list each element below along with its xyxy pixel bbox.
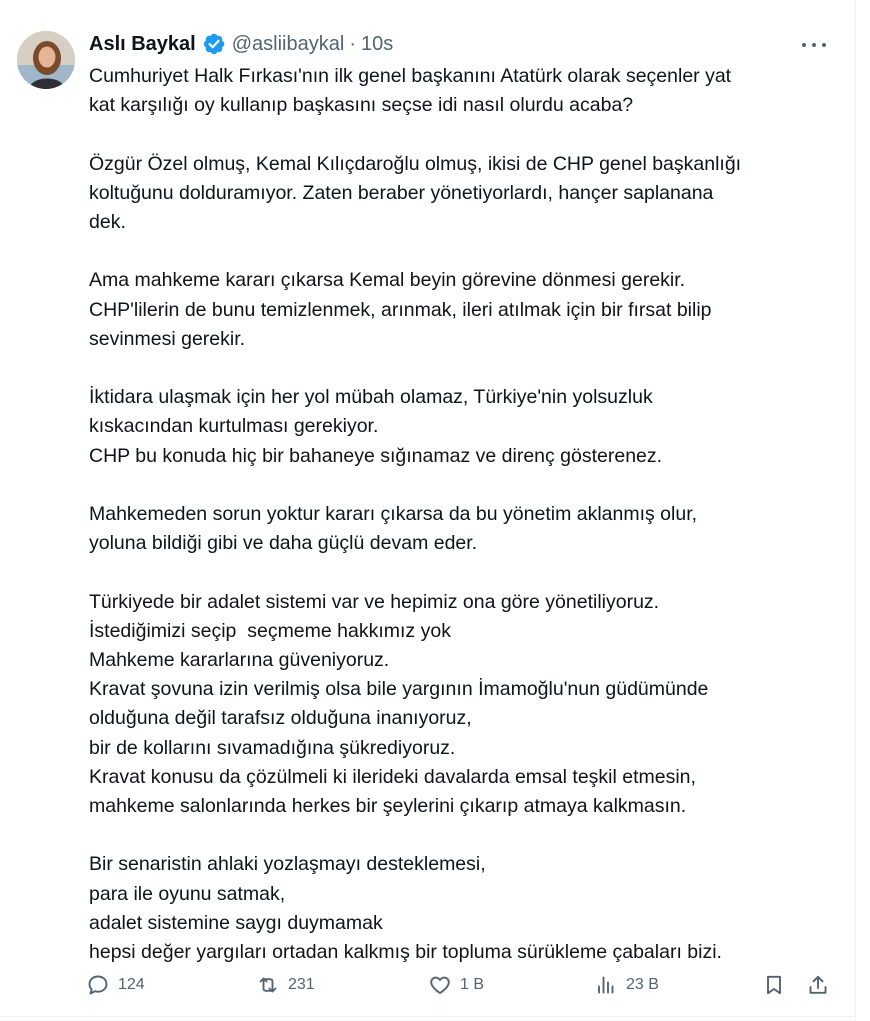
tweet-line: dek. [89,211,126,233]
reply-icon [86,973,110,997]
tweet-line: CHP bu konuda hiç bir bahaneye sığınamaz ve direnç gösterenez. [89,444,663,467]
avatar[interactable] [17,31,75,89]
tweet-line: İktidara ulaşmak için her yol mübah olamaz, Türkiye'nin yolsuzluk [89,386,653,409]
bookmark-button[interactable] [762,970,786,1000]
tweet-line: yoluna bildiği gibi ve daha güçlü devam eder. [89,532,478,555]
tweet-actions [86,970,834,1000]
tweet-line: kıskacından kurtulması gerekiyor. [89,415,379,438]
reply-button[interactable] [86,970,145,1000]
views-button[interactable] [594,970,659,1000]
tweet-line: adalet sistemine saygı duymamak [89,911,383,934]
share-button[interactable] [806,970,830,1000]
reply-count: 124 [118,976,145,993]
like-button[interactable] [428,970,484,1000]
paragraph-gap [89,821,829,850]
repost-button[interactable] [256,970,315,1000]
tweet-line: para ile oyunu satmak, [89,882,286,905]
tweet-line: İstediğimizi seçip seçmeme hakkımız yok [89,619,451,642]
repost-count: 231 [288,976,315,993]
paragraph-gap [89,471,829,500]
tweet-line: hepsi değer yargıları ortadan kalkmış bir topluma sürükleme çabaları bizi. [89,941,722,963]
tweet-line: Cumhuriyet Halk Fırkası'nın ilk genel başkanını Atatürk olarak seçenler yat [89,65,732,87]
tweet-line: kat karşılığı oy kullanıp başkasını seçse idi nasıl olurdu acaba? [89,94,634,117]
tweet-line: olduğuna değil tarafsız olduğuna inanıyoruz, [89,707,472,730]
tweet-line: bir de kollarını sıvamadığına şükrediyoruz. [89,736,456,759]
tweet-line: Bir senaristin ahlaki yozlaşmayı desteklemesi, [89,853,486,876]
tweet-line: mahkeme salonlarında herkes bir şeylerini çıkarıp atmaya kalkmasın. [89,795,687,817]
tweet-line: Mahkemeden sorun yoktur kararı çıkarsa da bu yönetim aklanmış olur, [89,502,698,525]
like-icon [428,973,452,997]
tweet-divider [0,1016,856,1017]
paragraph-gap [89,120,829,149]
tweet-line: Ama mahkeme kararı çıkarsa Kemal beyin görevine dönmesi gerekir. [89,269,686,292]
repost-icon [256,973,280,997]
bookmark-icon [762,973,786,997]
like-count: 1 B [460,976,485,993]
tweet-line: Mahkeme kararlarına güveniyoruz. [89,648,390,671]
author-handle[interactable]: @asliibaykal [231,32,345,55]
tweet-line: koltuğunu dolduramıyor. Zaten beraber yönetiyorlardı, hançer saplanana [89,181,714,204]
timeline-border-right [855,0,856,1021]
views-icon [594,973,618,997]
tweet-line: sevinmesi gerekir. [89,327,246,350]
tweet-line: Özgür Özel olmuş, Kemal Kılıçdaroğlu olmuş, ikisi de CHP genel başkanlığı [89,152,742,175]
avatar-image [17,31,75,89]
tweet-line: CHP'lilerin de bunu temizlenmek, arınmak, ileri atılmak için bir fırsat bilip [89,298,712,321]
tweet-text [89,62,829,967]
paragraph-gap [89,237,829,266]
tweet-line: Kravat şovuna izin verilmiş olsa bile yargının İmamoğlu'nun güdümünde [89,678,709,701]
views-count: 23 B [626,976,659,993]
tweet-line: Türkiyede bir adalet sistemi var ve hepimiz ona göre yönetiliyoruz. [89,590,660,613]
paragraph-gap [89,558,829,587]
header-separator: · [349,32,356,55]
more-icon[interactable] [802,36,826,54]
paragraph-gap [89,354,829,383]
verified-badge-icon [202,32,226,56]
tweet-line: Kravat konusu da çözülmeli ki ilerideki davalarda emsal teşkil etmesin, [89,765,696,788]
tweet-header [89,30,393,58]
tweet-timestamp[interactable]: 10s [360,32,394,55]
author-name[interactable]: Aslı Baykal [89,32,196,55]
share-icon [806,973,830,997]
